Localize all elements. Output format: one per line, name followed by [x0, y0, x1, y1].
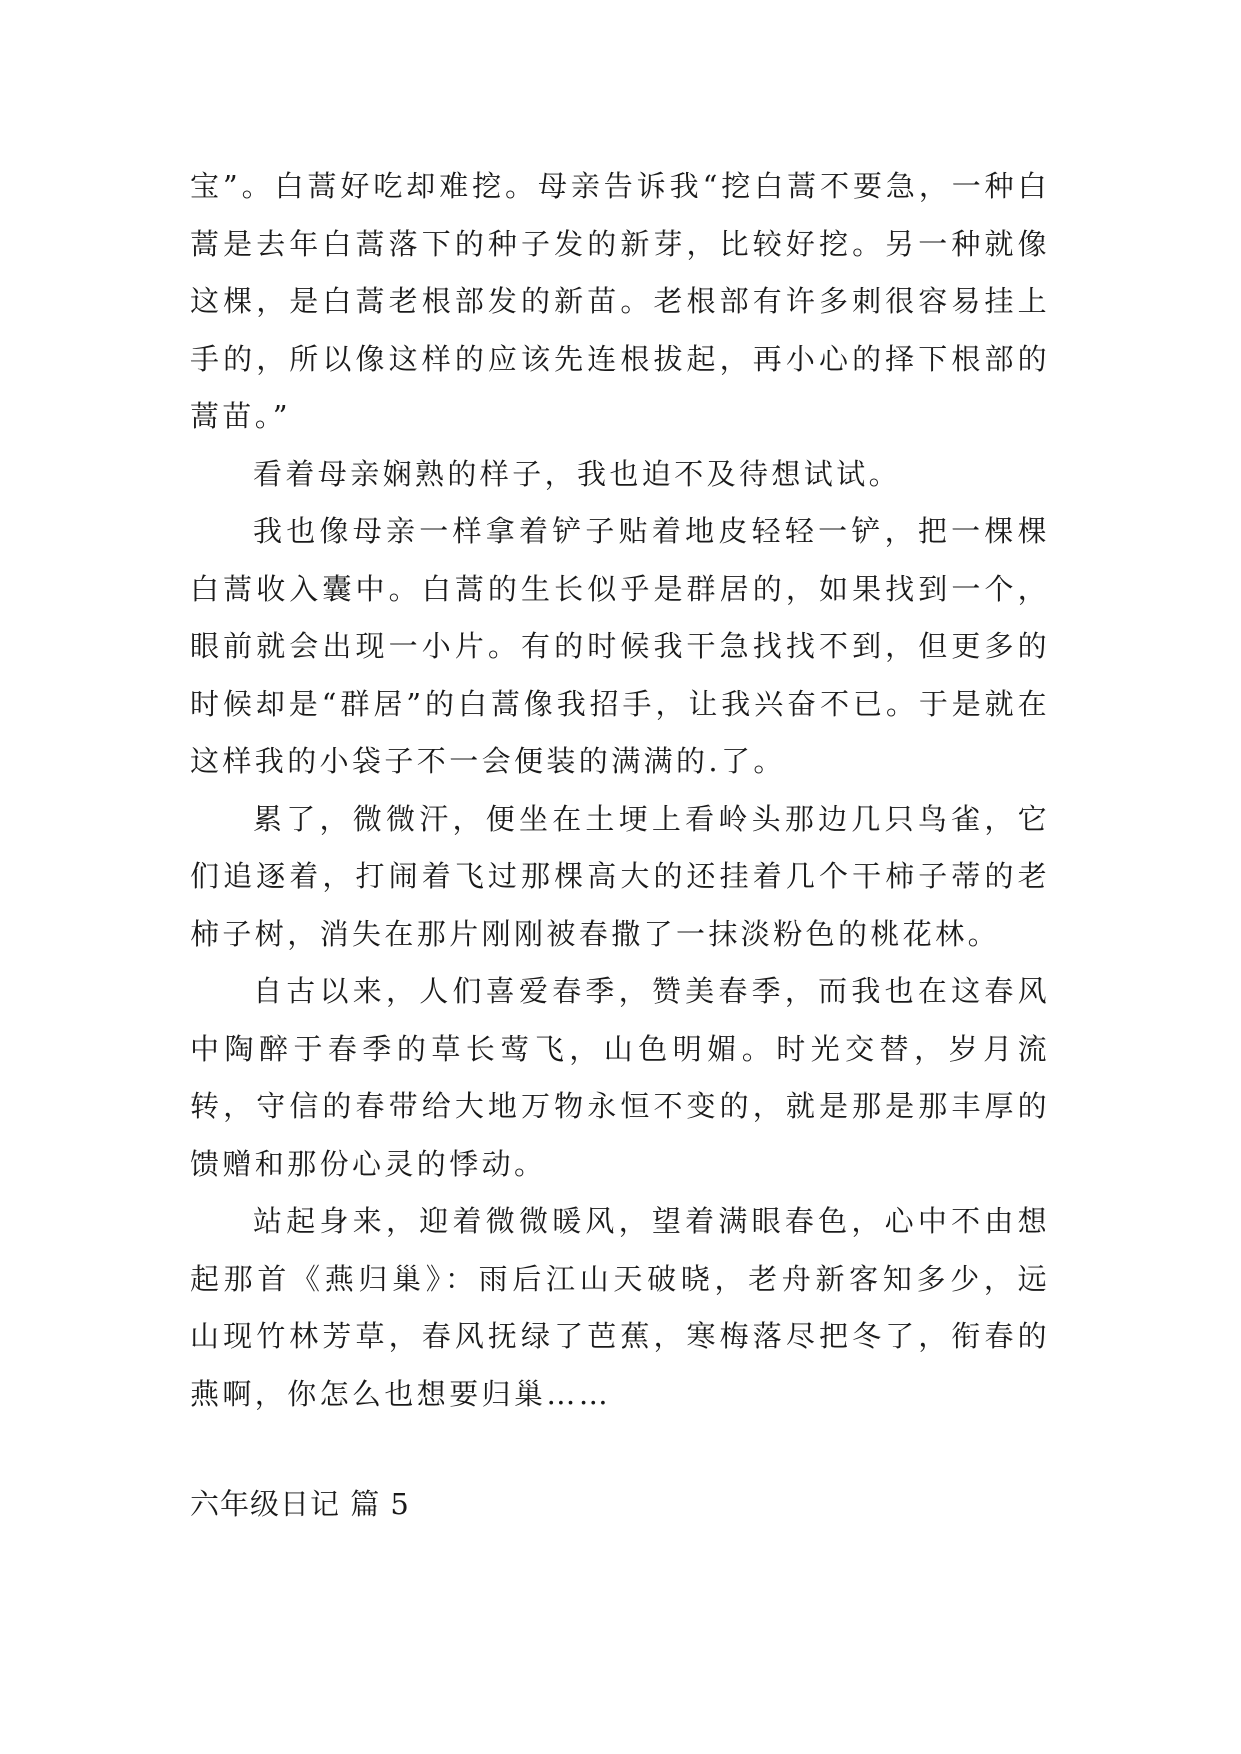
section-heading: 六年级日记 篇 5	[190, 1487, 410, 1521]
paragraph-2: 看着母亲娴熟的样子，我也迫不及待想试试。	[253, 456, 902, 491]
paragraph-5: 自古以来，人们喜爱春季，赞美春季，而我也在这春风中陶醉于春季的草长莺飞，山色明媚。时光交替，岁月流转，守信的春带给大地万物永恒不变的，就是那是那丰厚的馈赠和那份心灵的悸动。	[190, 974, 1050, 1181]
paragraph-6: 站起身来，迎着微微暖风，望着满眼春色，心中不由想起那首《燕归巢》：雨后江山天破晓，老舟新客知多少，远山现竹林芳草，春风抚绿了芭蕉，寒梅落尽把冬了，衔春的燕啊，你怎么也想要归巢……	[190, 1204, 1050, 1411]
paragraph-3: 我也像母亲一样拿着铲子贴着地皮轻轻一铲，把一棵棵白蒿收入囊中。白蒿的生长似乎是群居的，如果找到一个，眼前就会出现一小片。有的时候我干急找找不到，但更多的时候却是“群居”的白蒿像我招手，让我兴奋不已。于是就在这样我的小袋子不一会便装的满满的.了。	[190, 514, 1050, 778]
document-body	[190, 158, 1050, 1423]
paragraph-4: 累了，微微汗，便坐在土埂上看岭头那边几只鸟雀，它们追逐着，打闹着飞过那棵高大的还挂着几个干柿子蒂的老柿子树，消失在那片刚刚被春撒了一抹淡粉色的桃花林。	[190, 801, 1050, 951]
paragraph-1: 宝”。白蒿好吃却难挖。母亲告诉我“挖白蒿不要急，一种白蒿是去年白蒿落下的种子发的新芽，比较好挖。另一种就像这棵，是白蒿老根部发的新苗。老根部有许多刺很容易挂上手的，所以像这样的应该先连根拔起，再小心的择下根部的蒿苗。”	[190, 169, 1050, 433]
